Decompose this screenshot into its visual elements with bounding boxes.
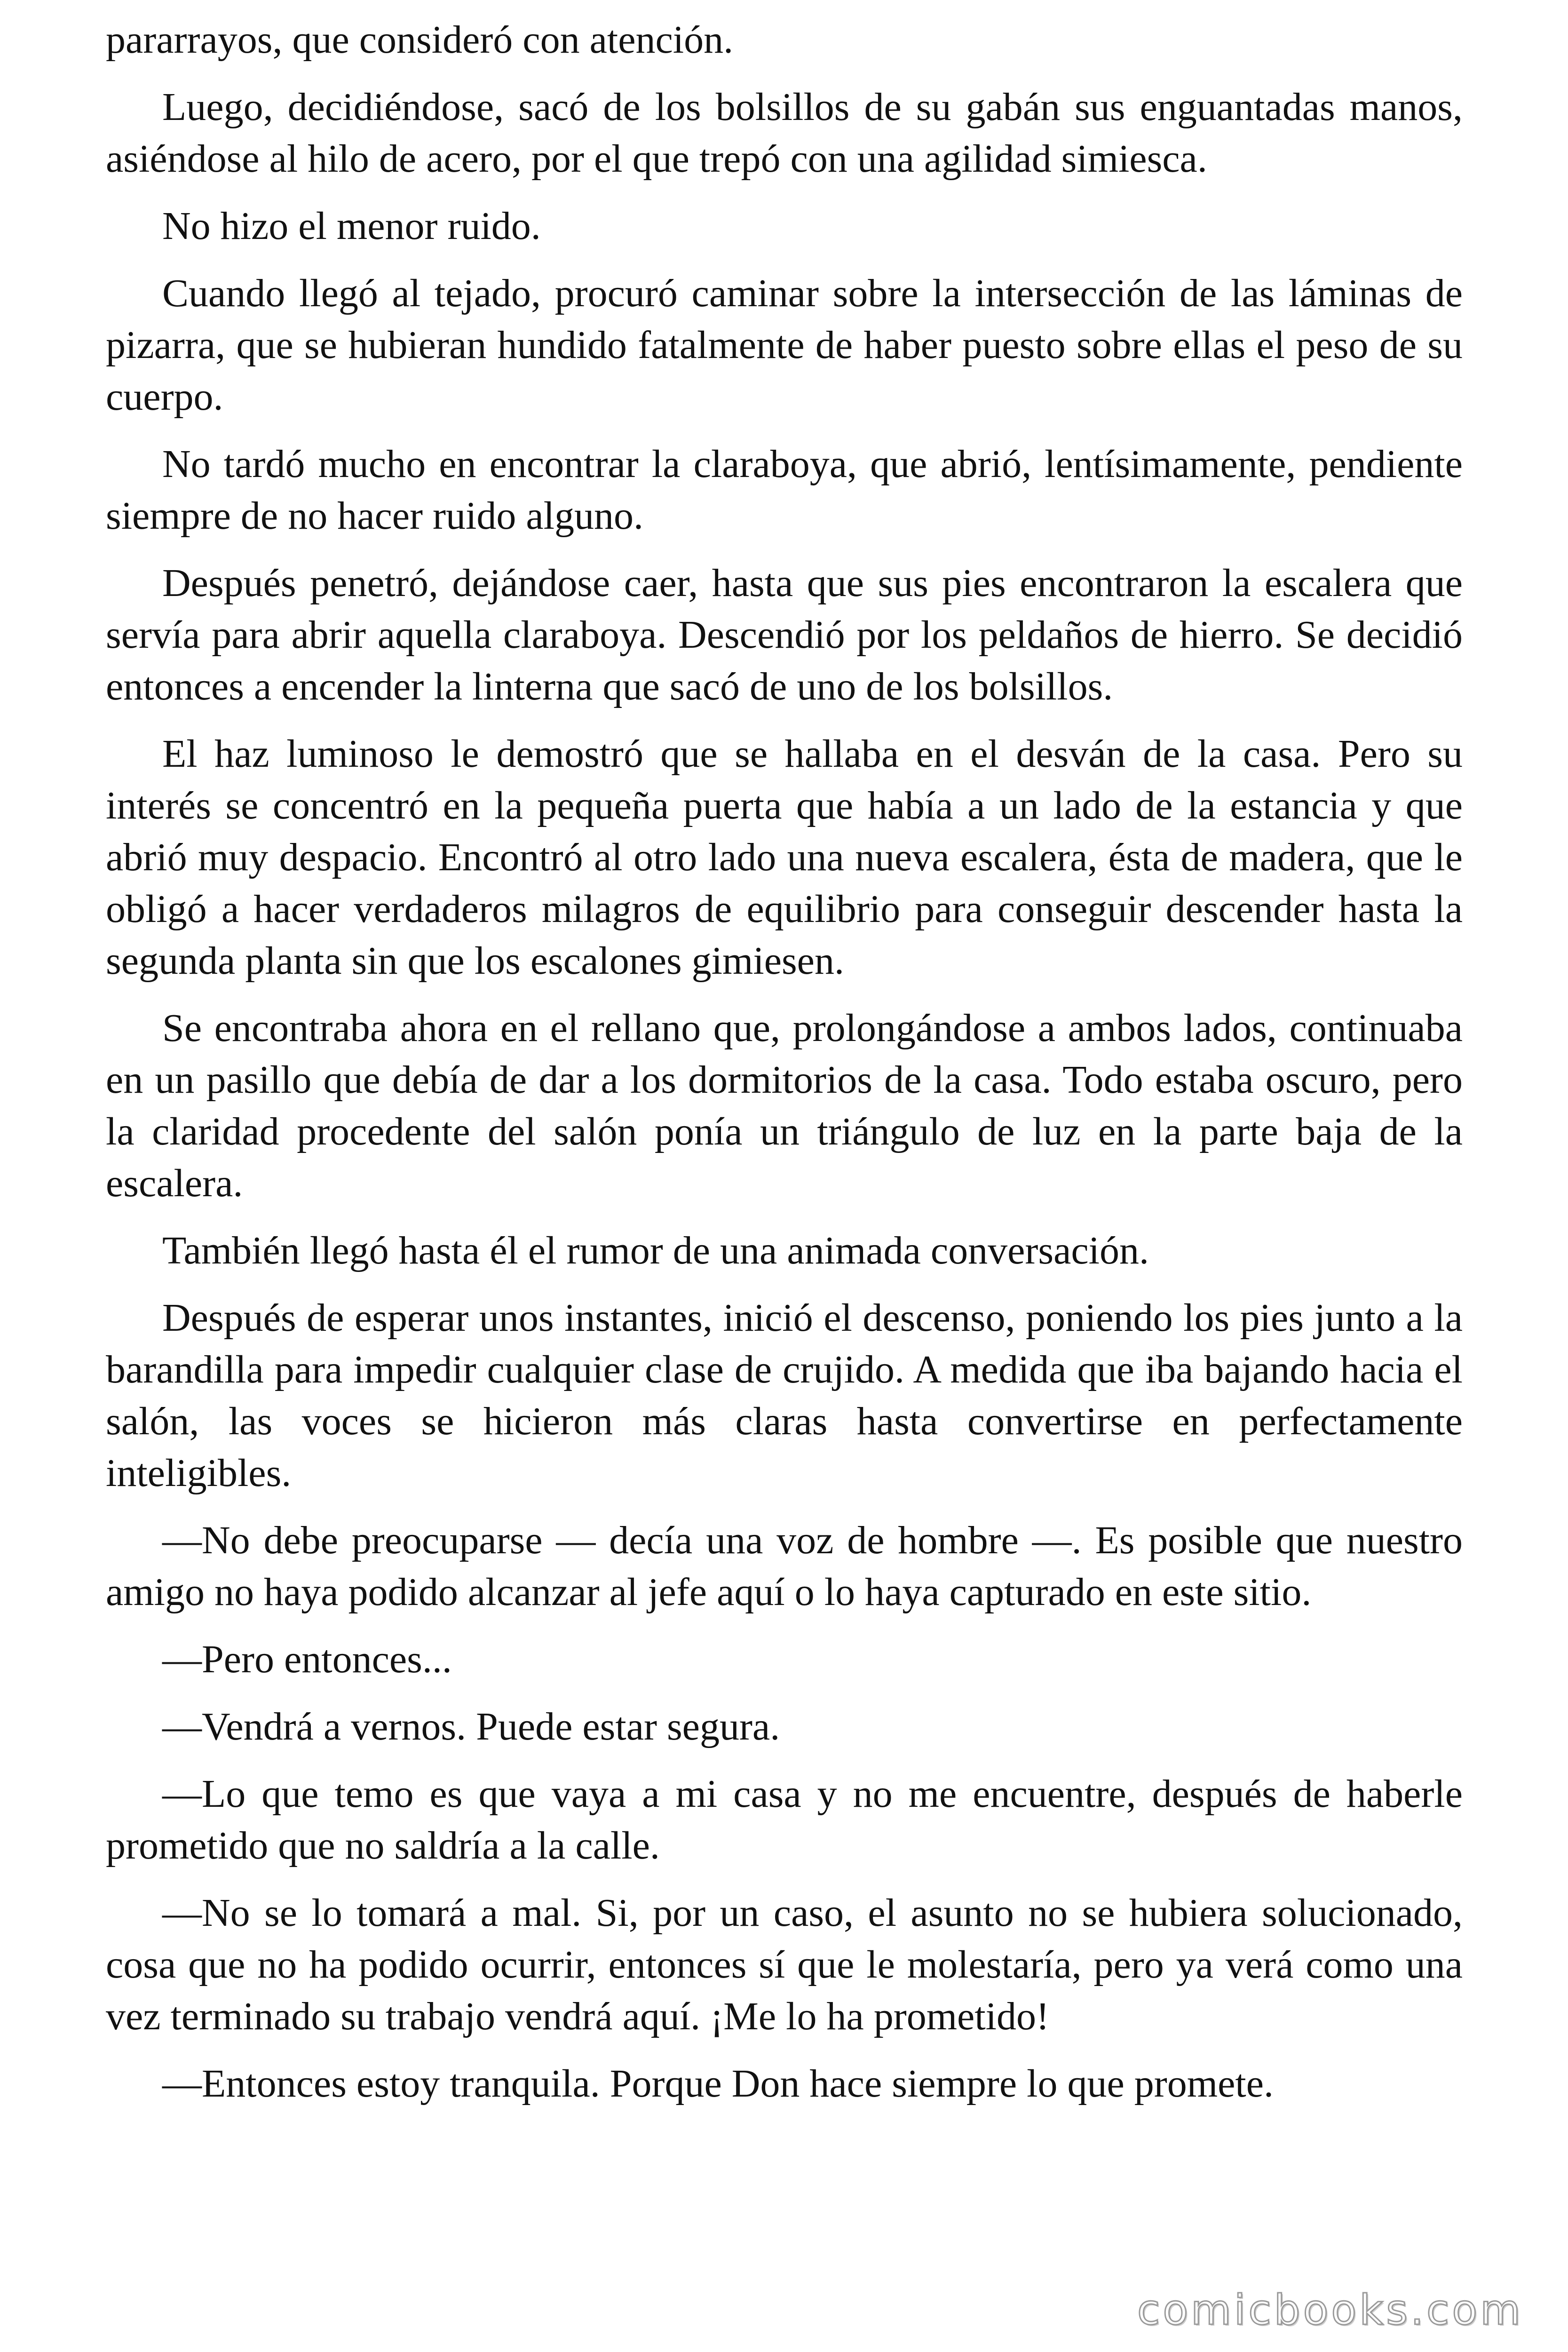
paragraph-4: Cuando llegó al tejado, procuró caminar sobre la intersección de las láminas de pizarra, que se hubieran hundido fatalmente de haber puesto sobre ellas el peso de su cuerpo. xyxy=(106,271,1463,419)
paragraph-11: —No debe preocuparse — decía una voz de hombre —. Es posible que nuestro amigo no haya podido alcanzar al jefe aquí o lo haya capturado en este sitio. xyxy=(106,1518,1463,1614)
paragraph-1: pararrayos, que consideró con atención. xyxy=(106,18,734,62)
watermark: comicbooks.com xyxy=(1137,2286,1523,2334)
paragraph-6: Después penetró, dejándose caer, hasta que sus pies encontraron la escalera que servía para abrir aquella claraboya. Descendió por los peldaños de hierro. Se decidió entonces a encender la linterna que sacó de uno de los bolsillos. xyxy=(106,561,1463,708)
page-body xyxy=(106,14,1463,2125)
paragraph-13: —Vendrá a vernos. Puede estar segura. xyxy=(162,1705,780,1748)
paragraph-14: —Lo que temo es que vaya a mi casa y no me encuentre, después de haberle prometido que no saldría a la calle. xyxy=(106,1772,1463,1867)
paragraph-16: —Entonces estoy tranquila. Porque Don hace siempre lo que promete. xyxy=(162,2062,1274,2106)
paragraph-12: —Pero entonces... xyxy=(162,1637,452,1681)
paragraph-15: —No se lo tomará a mal. Si, por un caso, el asunto no se hubiera solucionado, cosa que no ha podido ocurrir, entonces sí que le molestaría, pero ya verá como una vez terminado su trabajo vendrá aquí. ¡Me lo ha prometido! xyxy=(106,1891,1463,2038)
paragraph-5: No tardó mucho en encontrar la claraboya, que abrió, lentísimamente, pendiente siempre de no hacer ruido alguno. xyxy=(106,442,1463,538)
paragraph-8: Se encontraba ahora en el rellano que, prolongándose a ambos lados, continuaba en un pasillo que debía de dar a los dormitorios de la casa. Todo estaba oscuro, pero la claridad procedente del salón ponía un triángulo de luz en la parte baja de la escalera. xyxy=(106,1006,1463,1205)
paragraph-2: Luego, decidiéndose, sacó de los bolsillos de su gabán sus enguantadas manos, asiéndose al hilo de acero, por el que trepó con una agilidad simiesca. xyxy=(106,85,1463,181)
paragraph-9: También llegó hasta él el rumor de una animada conversación. xyxy=(162,1229,1149,1272)
paragraph-7: El haz luminoso le demostró que se hallaba en el desván de la casa. Pero su interés se concentró en la pequeña puerta que había a un lado de la estancia y que abrió muy despacio. Encontró al otro lado una nueva escalera, ésta de madera, que le obligó a hacer verdaderos milagros de equilibrio para conseguir descender hasta la segunda planta sin que los escalones gimiesen. xyxy=(106,732,1463,983)
paragraph-3: No hizo el menor ruido. xyxy=(162,204,541,248)
paragraph-10: Después de esperar unos instantes, inició el descenso, poniendo los pies junto a la barandilla para impedir cualquier clase de crujido. A medida que iba bajando hacia el salón, las voces se hicieron más claras hasta convertirse en perfectamente inteligibles. xyxy=(106,1296,1463,1495)
